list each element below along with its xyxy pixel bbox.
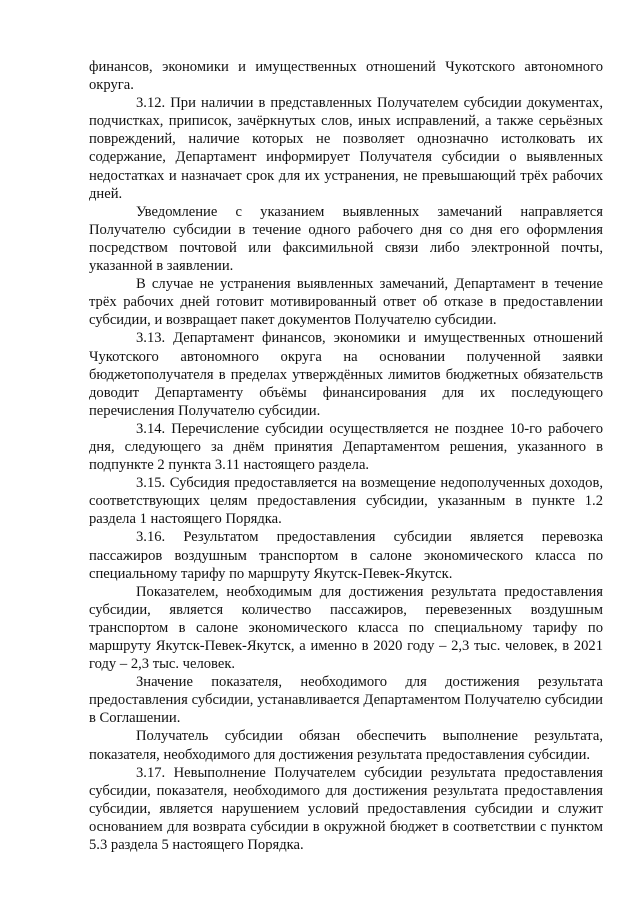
paragraph-obligation: Получатель субсидии обязан обеспечить выполнение результата, показателя, необходимого для достижения результата предоставления субсидии. — [89, 728, 603, 763]
document-page — [89, 58, 603, 854]
paragraph-3-12: 3.12. При наличии в представленных Получателем субсидии документах, подчистках, приписок, зачёркнутых слов, иных исправлений, а также серьёзных повреждений, наличие которых не позволяет однозначно истолковать их содержание, Департамент информирует Получателя субсидии о выявленных недостатках и назначает срок для их устранения, не превышающий трёх рабочих дней. — [89, 95, 603, 202]
paragraph-notice: Уведомление с указанием выявленных замечаний направляется Получателю субсидии в течение одного рабочего дня со дня его оформления посредством почтовой или факсимильной связи либо электронной почты, указанной в заявлении. — [89, 203, 603, 275]
paragraph-3-16: 3.16. Результатом предоставления субсидии является перевозка пассажиров воздушным транспортом в салоне экономического класса по специальному тарифу по маршруту Якутск-Певек-Якутск. — [89, 529, 603, 582]
paragraph-3-14: 3.14. Перечисление субсидии осуществляется не позднее 10-го рабочего дня, следующего за днём принятия Департаментом решения, указанного в подпункте 2 пункта 3.11 настоящего раздела. — [89, 420, 603, 474]
paragraph-3-13: 3.13. Департамент финансов, экономики и имущественных отношений Чукотского автономного округа на основании полученной заявки бюджетополучателя в пределах утверждённых лимитов бюджетных обязательств доводит Департаменту объёмы финансирования для их последующего перечисления Получателю субсидии. — [89, 330, 603, 419]
paragraph-3-17: 3.17. Невыполнение Получателем субсидии результата предоставления субсидии, показателя, необходимого для достижения результата предоставления субсидии, является нарушением условий предоставления субсидии и служит основанием для возврата субсидии в окружной бюджет в соответствии с пунктом 5.3 раздела 5 настоящего Порядка. — [89, 764, 603, 854]
paragraph-nonremedy: В случае не устранения выявленных замечаний, Департамент в течение трёх рабочих дней готовит мотивированный ответ об отказе в предоставлении субсидии, и возвращает пакет документов Получателю субсидии. — [89, 276, 603, 329]
paragraph-indicator: Показателем, необходимым для достижения результата предоставления субсидии, является количество пассажиров, перевезенных воздушным транспортом в салоне экономического класса по специальному тарифу по маршруту Якутск-Певек-Якутск, а именно в 2020 году – 2,3 тыс. человек, в 2021 году – 2,3 тыс. человек. — [89, 583, 603, 673]
paragraph-continuation: финансов, экономики и имущественных отношений Чукотского автономного округа. — [89, 59, 603, 94]
paragraph-3-15: 3.15. Субсидия предоставляется на возмещение недополученных доходов, соответствующих целям предоставления субсидии, указанным в пункте 1.2 раздела 1 настоящего Порядка. — [89, 475, 603, 528]
paragraph-value: Значение показателя, необходимого для достижения результата предоставления субсидии, устанавливается Департаментом Получателю субсидии в Соглашении. — [89, 674, 603, 727]
